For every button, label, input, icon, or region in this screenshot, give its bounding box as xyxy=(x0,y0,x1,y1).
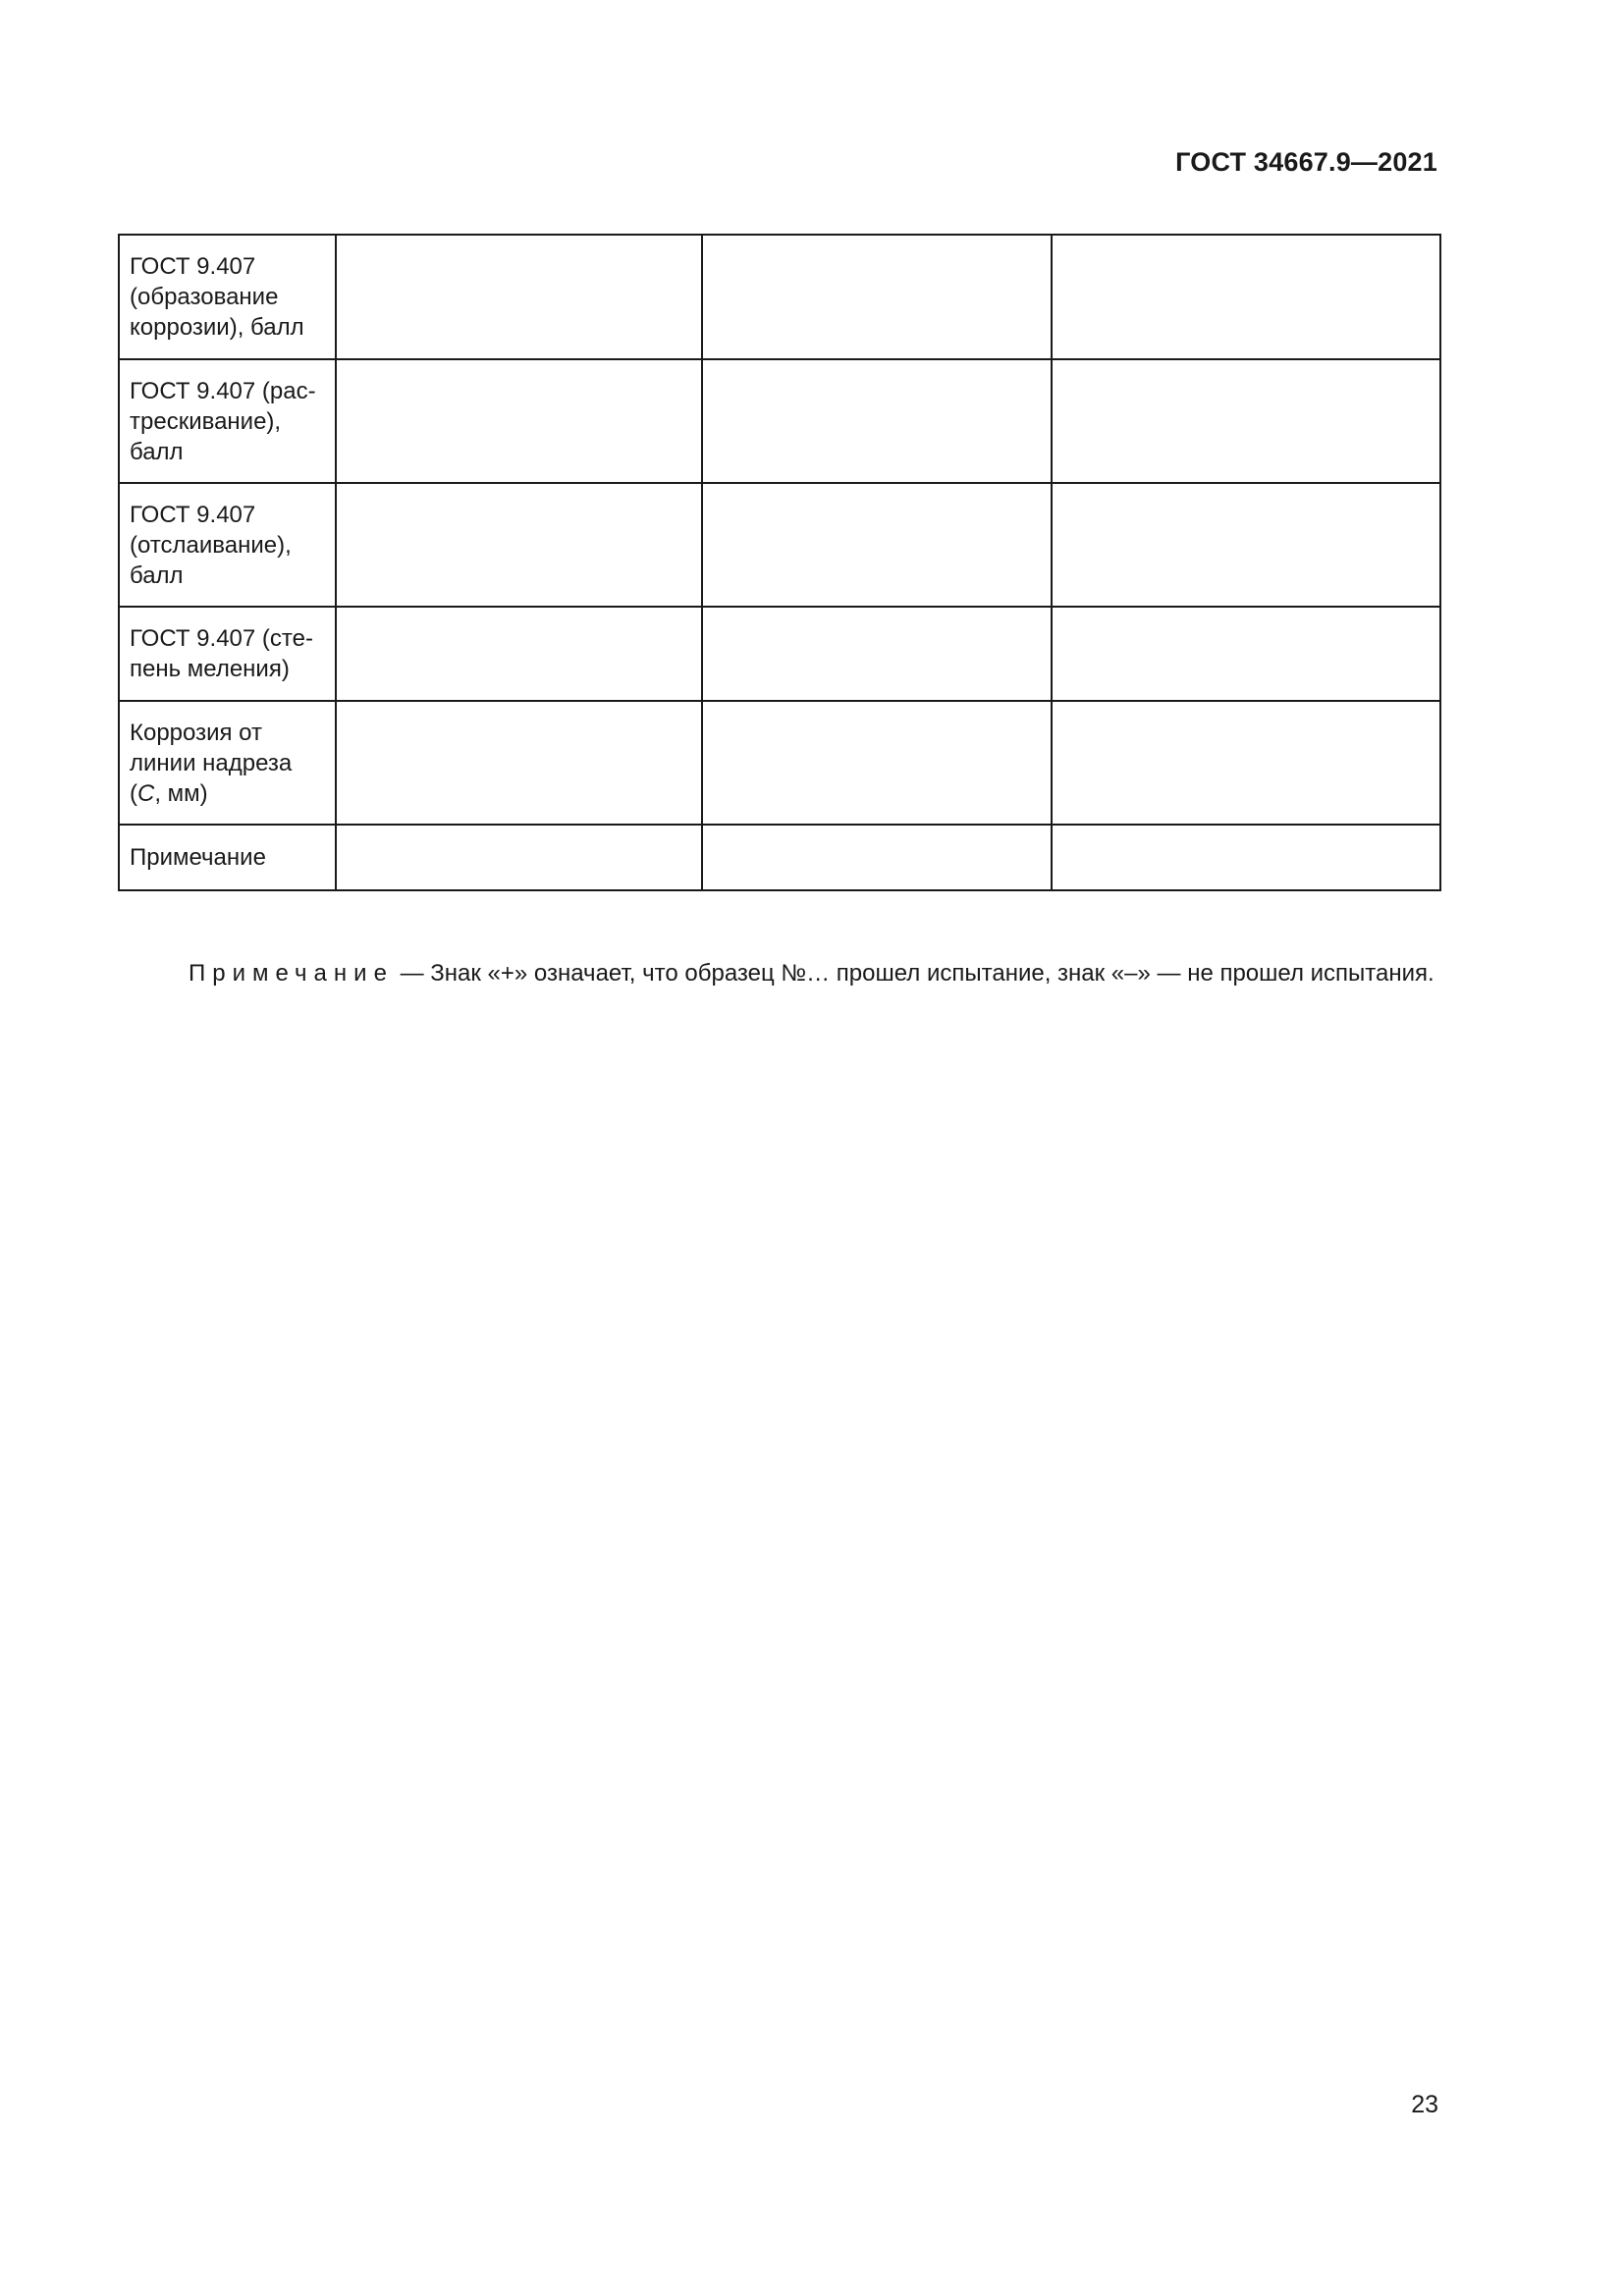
value-cell xyxy=(1052,701,1440,825)
row-label-line: Примечание xyxy=(130,844,266,871)
value-cell xyxy=(702,235,1052,359)
value-cell xyxy=(1052,359,1440,483)
row-label-line: коррозии), балл xyxy=(130,314,304,341)
value-cell xyxy=(702,483,1052,607)
row-label-line: балл xyxy=(130,562,184,589)
table-row xyxy=(119,483,1440,607)
value-cell xyxy=(336,607,702,701)
row-label-cell xyxy=(119,359,336,483)
row-label-cell xyxy=(119,607,336,701)
table-row xyxy=(119,607,1440,701)
value-cell xyxy=(336,235,702,359)
value-cell xyxy=(1052,483,1440,607)
row-label-line: трескивание), xyxy=(130,408,282,435)
results-table xyxy=(118,234,1441,891)
row-label-cell xyxy=(119,483,336,607)
row-label-cell xyxy=(119,825,336,890)
row-label-line: ГОСТ 9.407 xyxy=(130,253,256,280)
page-number: 23 xyxy=(1411,2091,1438,2118)
row-label-cell xyxy=(119,235,336,359)
value-cell xyxy=(1052,607,1440,701)
value-cell xyxy=(336,825,702,890)
value-cell xyxy=(702,607,1052,701)
note-text: — Знак «+» означает, что образец №… прошел испытание, знак «–» — не прошел испытания. xyxy=(393,960,1435,987)
note-label: Примечание xyxy=(189,960,394,987)
row-label-cell xyxy=(119,701,336,825)
row-label-line: (отслаивание), xyxy=(130,532,292,559)
value-cell xyxy=(702,701,1052,825)
value-cell xyxy=(336,701,702,825)
row-label-line: Коррозия от xyxy=(130,720,262,746)
row-label-line: ГОСТ 9.407 xyxy=(130,502,256,528)
row-label-line: ГОСТ 9.407 (сте- xyxy=(130,625,313,652)
row-label-line: балл xyxy=(130,439,184,465)
row-label-line: пень меления) xyxy=(130,656,290,682)
value-cell xyxy=(336,483,702,607)
row-label-line: (C, мм) xyxy=(130,780,208,807)
value-cell xyxy=(702,825,1052,890)
value-cell xyxy=(1052,825,1440,890)
value-cell xyxy=(702,359,1052,483)
value-cell xyxy=(1052,235,1440,359)
document-code: ГОСТ 34667.9—2021 xyxy=(1175,147,1437,177)
value-cell xyxy=(336,359,702,483)
table-row xyxy=(119,359,1440,483)
table-row xyxy=(119,235,1440,359)
table-note xyxy=(118,956,1439,991)
row-label-line: (образование xyxy=(130,284,279,310)
row-label-line: ГОСТ 9.407 (рас- xyxy=(130,378,316,404)
table-row xyxy=(119,701,1440,825)
table-row xyxy=(119,825,1440,890)
row-label-line: линии надреза xyxy=(130,750,293,776)
